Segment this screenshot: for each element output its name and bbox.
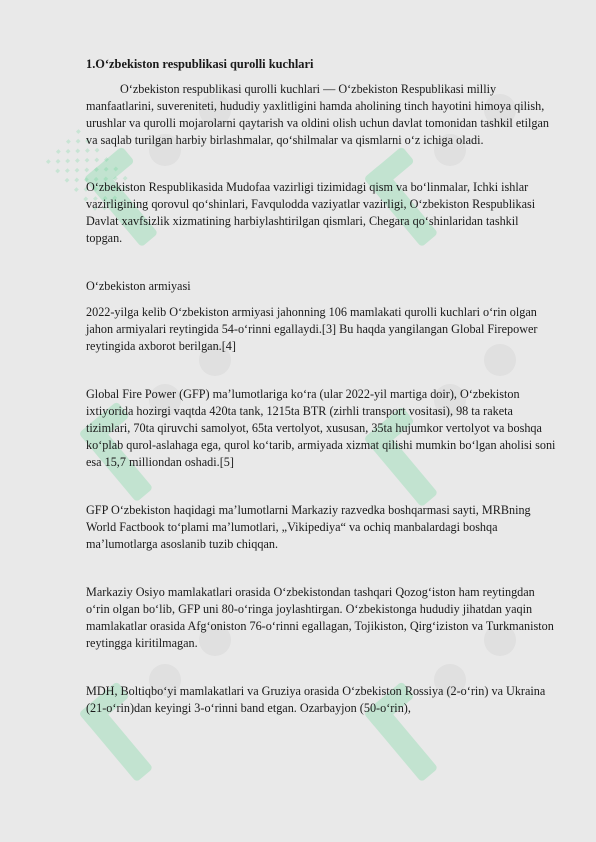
paragraph-gfp-sources: GFP O‘zbekiston haqidagi ma’lumotlarni Markaziy razvedka boshqarmasi sayti, MRBning World Factbook to‘plami ma’lumotlari, „Vikipediya“ va ochiq manbalardagi boshqa ma’lumotlarga asoslanib tuzib chiqqan. <box>86 503 531 551</box>
section-heading: 1.O‘zbekiston respublikasi qurolli kuchlari <box>86 57 314 71</box>
paragraph-ranking: 2022-yilga kelib O‘zbekiston armiyasi jahonning 106 mamlakati qurolli kuchlari o‘rin olgan jahon armiyalari reytingida 54-o‘rinni egallaydi.[3] Bu haqda yangilangan Global Firepower reytingida axborot berilgan.[4] <box>86 305 538 353</box>
document-body <box>86 56 556 717</box>
paragraph-gfp-data: Global Fire Power (GFP) ma’lumotlariga ko‘ra (ular 2022-yil martiga doir), O‘zbekiston ixtiyorida hozirgi vaqtda 420ta tank, 1215ta BTR (zirhli transport vositasi), 98 ta raketa tizimlari, 70ta qiruvchi samolyot, 65ta vertolyot, xususan, 35ta hujumkor vertolyot va boshqa ko‘plab qurol-aslahaga ega, qurol ko‘tarib, armiyada xizmat qilishi mumkin bo‘lgan aholisi soni esa 15,7 milliondan oshadi.[5] <box>86 387 556 469</box>
paragraph-cis: MDH, Boltiqbo‘yi mamlakatlari va Gruziya orasida O‘zbekiston Rossiya (2-o‘rin) va Ukraina (21-o‘rin)dan keyingi 3-o‘rinni band etgan. Ozarbayjon (50-o‘rin), <box>86 684 546 715</box>
paragraph-definition: O‘zbekiston respublikasi qurolli kuchlari — O‘zbekiston Respublikasi milliy manfaatlarini, suvereniteti, hududiy yaxlitligini hamda aholining tinch hayotini himoya qilish, urushlar va qurolli mojarolarni qaytarish va oldini olish uchun davlat tomonidan tashkil etilgan va saqlab turilgan harbiy birlashmalar, qo‘shilmalar va qismlarni o‘z ichiga oladi. <box>86 82 550 147</box>
paragraph-composition: O‘zbekiston Respublikasida Mudofaa vazirligi tizimidagi qism va bo‘linmalar, Ichki ishlar vazirligining qorovul qo‘shinlari, Favqulodda vaziyatlar vazirligi, O‘zbekiston Respublikasi Davlat xavfsizlik xizmatining harbiylashtirilgan qismlari, Chegara qo‘shinlaridan tashkil topgan. <box>86 180 536 245</box>
watermark-logo: ░ <box>39 124 132 216</box>
paragraph-subheading: O‘zbekiston armiyasi <box>86 279 191 293</box>
paragraph-central-asia: Markaziy Osiyo mamlakatlari orasida O‘zbekistondan tashqari Qozog‘iston ham reytingdan o‘rin olgan bo‘lib, GFP uni 80-o‘ringa joylashtirgan. O‘zbekistonga hududiy jihatdan yaqin mamlakatlar orasida Afg‘oniston 76-o‘rinni egallagan, Tojikiston, Qirg‘iziston va Turkmaniston reytingga kiritilmagan. <box>86 585 554 650</box>
